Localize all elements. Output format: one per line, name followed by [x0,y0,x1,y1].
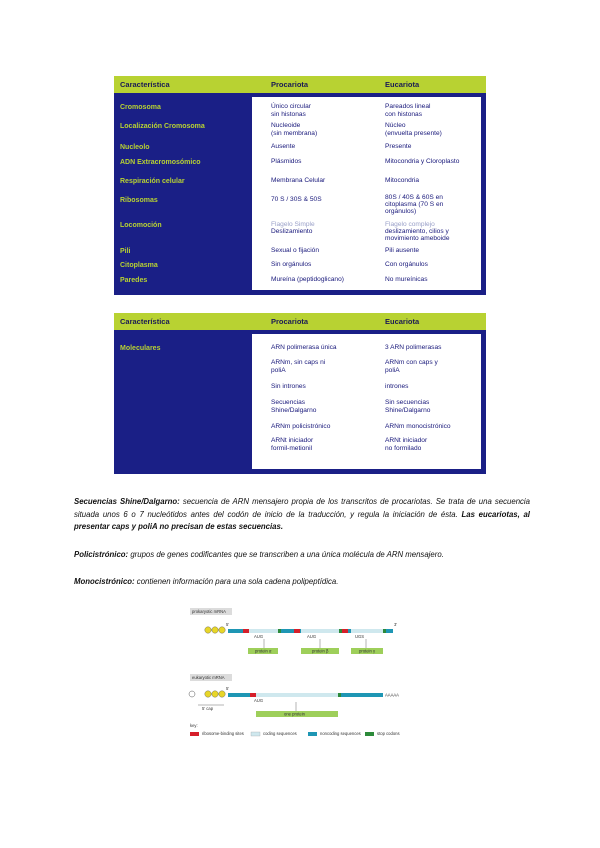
emphasis: Las eucariotas, al presentar caps y poliA no precisan de estas secuencias. [74,509,530,531]
pro-value: Sin orgánulos [271,261,312,268]
row-label: Ribosomas [120,197,158,204]
pro-value: Deslizamiento [271,228,313,235]
euc-value: Sin secuencias Shine/Dalgarno [385,399,431,414]
legend-stop: stop codons [377,731,400,736]
row-label: Citoplasma [120,262,158,269]
term: Monocistrónico: [74,577,135,586]
ribosome-binding-site [342,629,348,633]
euc-value: deslizamiento, cilios y movimiento ameboide [385,228,450,242]
pro-value: ARNt iniciador formil-metionil [271,437,314,452]
header-procariota: Procariota [271,80,309,89]
legend-swatch-teal [308,732,317,736]
ribosome-binding-site [250,693,256,697]
coding-segment [248,629,278,633]
three-prime: 3' [394,622,398,627]
pro-value: ARNm, sin caps ni poliA [271,359,326,374]
euc-value: No mureínicas [385,276,428,283]
nucleotide [212,627,218,633]
stop-codon [338,693,341,697]
aug-label: AUG [254,698,264,703]
row-label: Pili [120,248,131,255]
paragraph-policistronico [74,549,530,562]
euc-value: Mitocondria y Cloroplasto [385,158,460,165]
pro-value: Nucleoide (sin membrana) [271,122,318,137]
euc-value: intrones [385,383,409,390]
protein-gamma-label: protein γ [359,648,376,654]
header-eucariota: Eucariota [385,80,420,89]
pro-value: ARN polimerasa única [271,344,337,351]
comparison-table [114,76,486,295]
pro-value: Único circular sin histonas [271,103,311,118]
row-label: Nucleolo [120,144,150,151]
legend-swatch-light [251,732,260,736]
molecular-table [114,313,486,474]
nucleotide [212,691,218,697]
nucleotide [219,691,225,697]
stop-codon [278,629,281,633]
five-prime: 5' [226,622,230,627]
table-header [114,76,486,93]
protein-alpha-label: protein α [255,648,272,654]
euc-value: 3 ARN polimerasas [385,344,442,351]
pro-value: Mureína (peptidoglicano) [271,276,344,283]
table-header [114,313,486,330]
nucleotide [219,627,225,633]
prokaryotic-title: prokaryotic mRNA [192,609,226,614]
pro-value: Membrana Celular [271,177,326,184]
euc-value: Mitocondria [385,177,420,184]
definition: grupos de genes codificantes que se transcriben a una única molécula de ARN mensajero. [128,550,444,559]
stop-codon [339,629,342,633]
legend-ribosome: ribosome-binding sites [202,731,244,736]
protein-beta-label: protein β [312,648,329,654]
euc-value: Presente [385,143,412,150]
legend-key: key: [190,723,198,728]
ribosome-binding-site [294,629,300,633]
term: Secuencias Shine/Dalgarno: [74,497,180,506]
legend-swatch-green [365,732,374,736]
pro-value: Sexual o fijación [271,247,320,254]
euc-value: 80S / 40S & 60S en citoplasma (70 S en orgánulos) [385,194,444,215]
pro-value: Plásmidos [271,158,302,165]
row-label: ADN Extracromosómico [120,159,201,166]
cap-icon [189,691,195,697]
paragraph-shine-dalgarno [74,496,530,534]
pro-value-faint: Flagelo Simple [271,221,315,228]
euc-value: ARNm con caps y poliA [385,359,438,374]
aug-label: AUG [307,634,317,639]
five-prime: 5' [226,686,230,691]
pro-value: Sin intrones [271,383,306,390]
nucleotide [205,627,211,633]
euc-value: ARNt iniciador no formilado [385,437,428,452]
row-label: Paredes [120,277,148,284]
row-label: Moleculares [120,345,161,352]
legend-swatch-red [190,732,199,736]
euc-value: ARNm monocistrónico [385,423,451,430]
row-label: Locomoción [120,222,162,229]
euc-value: Pareados lineal con histonas [385,103,431,118]
row-label: Respiración celular [120,178,185,185]
ribosome-binding-site [243,629,249,633]
nucleotide [205,691,211,697]
pro-value: ARNm policistrónico [271,423,331,430]
pro-value: Secuencias Shine/Dalgarno [271,399,317,414]
legend-coding: coding sequences [263,731,297,736]
header-eucariota: Eucariota [385,317,420,326]
euc-value: Pili ausente [385,247,420,254]
definition: contienen información para una sola cadena polipeptídica. [134,577,339,586]
header-procariota: Procariota [271,317,309,326]
coding-segment [351,629,383,633]
term: Policistrónico: [74,550,129,559]
euc-value-faint: Flagelo complejo [385,221,435,228]
legend-noncoding: noncoding sequences [320,731,361,736]
aug-label: AUG [254,634,264,639]
header-caracteristica: Característica [120,317,170,326]
coding-segment [256,693,338,697]
mrna-diagram [188,606,420,750]
eukaryotic-title: eukaryotic mRNA [192,675,225,680]
header-caracteristica: Característica [120,80,170,89]
protein-label: one protein [284,711,305,717]
row-label: Cromosoma [120,104,161,111]
stop-codon [383,629,386,633]
pro-value: 70 S / 30S & 50S [271,196,322,203]
row-label: Localización Cromosoma [120,123,205,130]
pro-value: Ausente [271,143,296,150]
paragraph-monocistronico [74,576,530,589]
polya-tail: AAAAA [385,692,399,698]
cap-label: 5' cap [202,706,214,711]
euc-value: Núcleo (envuelta presente) [385,122,442,137]
definition: secuencia de ARN mensajero propia de los transcritos de procariotas. Se trata de una secuencia situada unos 6 o 7 nucleótidos antes del codón de inicio de la traducción, y regula la iniciación de ésta. [74,497,530,519]
coding-segment [301,629,339,633]
ugs-label: UGS [355,634,365,639]
euc-value: Con orgánulos [385,261,428,268]
